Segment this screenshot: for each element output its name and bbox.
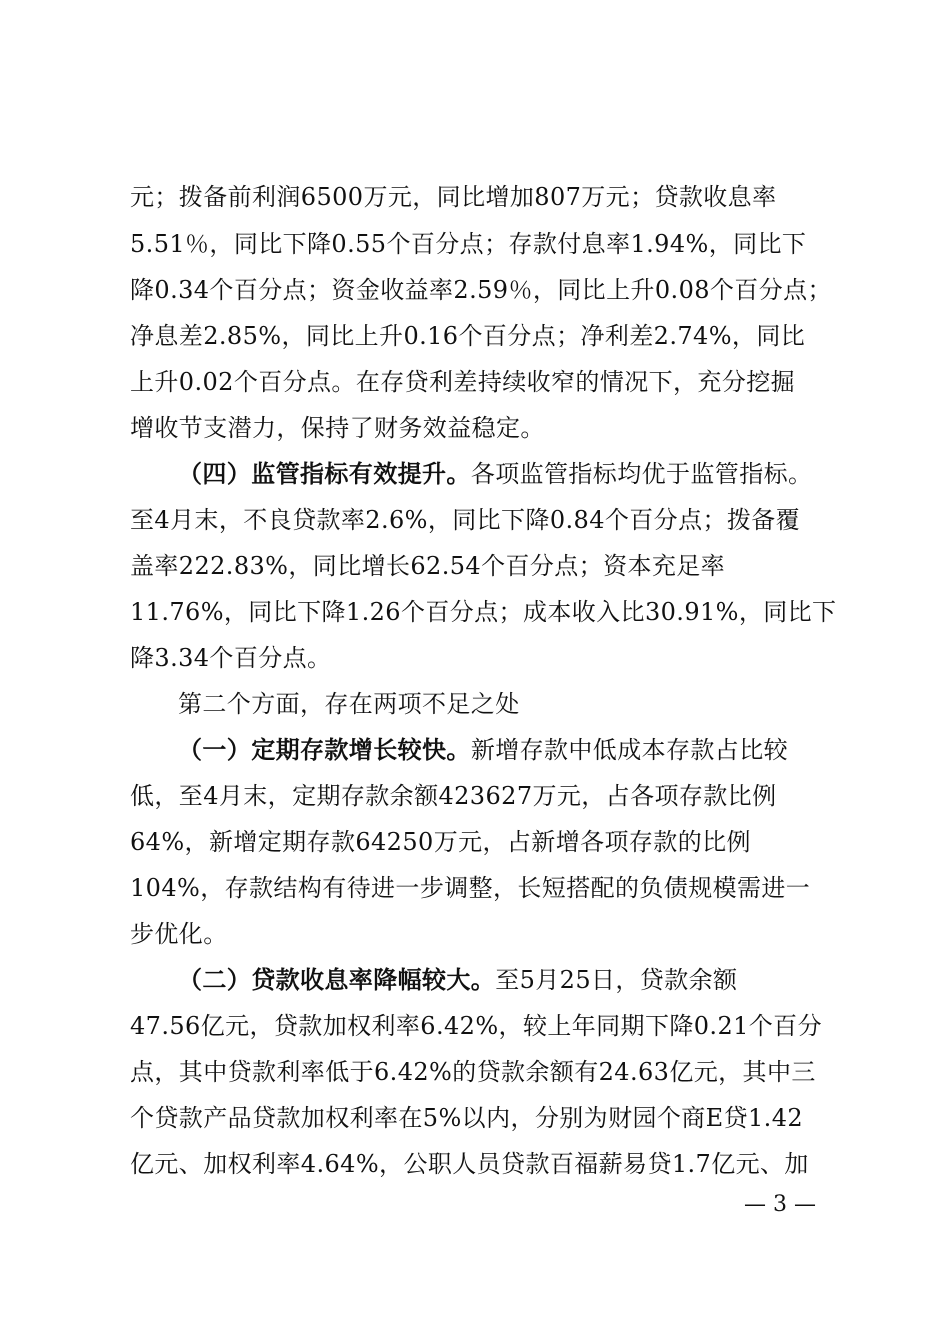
body-line: 47.56亿元，贷款加权利率6.42%，较上年同期下降0.21个百分 [130, 1012, 822, 1040]
paragraph-first-line [178, 735, 898, 765]
body-line: 至4月末，不良贷款率2.6%，同比下降0.84个百分点；拨备覆 [130, 506, 801, 534]
body-text: 各项监管指标均优于监管指标。 [470, 460, 813, 488]
body-line: 个贷款产品贷款加权利率在5%以内，分别为财园个商E贷1.42 [130, 1104, 804, 1132]
body-line: 5.51％，同比下降0.55个百分点；存款付息率1.94%，同比下 [130, 230, 807, 258]
body-line: 元；拨备前利润6500万元，同比增加807万元；贷款收息率 [130, 183, 777, 211]
body-line: 104%，存款结构有待进一步调整，长短搭配的负债规模需进一 [130, 874, 811, 902]
body-line: 降0.34个百分点；资金收益率2.59％，同比上升0.08个百分点； [130, 276, 832, 304]
section-heading: （二）贷款收息率降幅较大。 [178, 965, 496, 994]
body-line: 上升0.02个百分点。在存贷利差持续收窄的情况下，充分挖掘 [130, 368, 796, 396]
body-text: 新增存款中低成本存款占比较 [470, 736, 789, 764]
body-line: 净息差2.85%，同比上升0.16个百分点；净利差2.74%，同比 [130, 322, 806, 350]
body-text: 至5月25日，贷款余额 [495, 966, 738, 994]
body-line: 亿元、加权利率4.64%，公职人员贷款百福薪易贷1.7亿元、加 [130, 1150, 809, 1178]
page-number: — 3 — [744, 1192, 816, 1217]
body-line: 步优化。 [130, 920, 228, 948]
body-line: 点，其中贷款利率低于6.42%的贷款余额有24.63亿元，其中三 [130, 1058, 816, 1086]
section-heading: （四）监管指标有效提升。 [178, 459, 471, 488]
body-line: 64%，新增定期存款64250万元，占新增各项存款的比例 [130, 828, 751, 856]
body-line: 降3.34个百分点。 [130, 644, 332, 672]
paragraph-first-line [178, 965, 898, 995]
body-line: 增收节支潜力，保持了财务效益稳定。 [130, 414, 545, 442]
body-line: 11.76%，同比下降1.26个百分点；成本收入比30.91%，同比下 [130, 598, 837, 626]
body-line: 盖率222.83%，同比增长62.54个百分点；资本充足率 [130, 552, 726, 580]
section-intro: 第二个方面，存在两项不足之处 [178, 690, 520, 718]
paragraph-first-line [178, 459, 898, 489]
section-heading: （一）定期存款增长较快。 [178, 735, 471, 764]
body-line: 低，至4月末，定期存款余额423627万元，占各项存款比例 [130, 782, 777, 810]
